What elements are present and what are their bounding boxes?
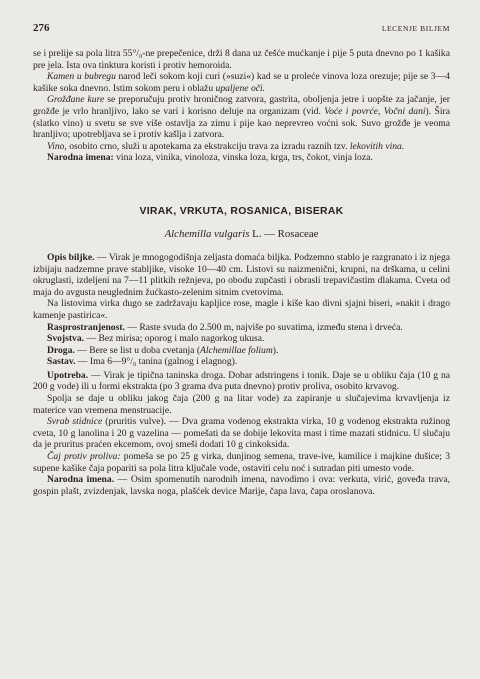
paragraph-folk-names-vine: Narodna imena: vina loza, vinika, vinoloza, vinska loza, krga, trs, čokot, vinja loza. — [47, 152, 373, 164]
plant-section — [33, 252, 450, 497]
paragraph-external-use: Spolja se daje u obliku jakog čaja (200 g na litar vode) za zapiranje u slučajevima krvavljenja iz materice van vremena menstruacije. — [33, 393, 450, 416]
page-number: 276 — [33, 22, 50, 34]
paragraph-grape-cure: Grožđane kure se preporučuju protiv hroničnog zatvora, gastrita, oboljenja jetre i uopšte za jačanje, jer grožđe je vrlo hranljivo, lako se vari i korisno deluje na organizam (vid. Voće i povrće, Vočni dani). Šira (slatko vino) u svetu se sve više ostavlja za zimu i pije kao neprevreo voćni sok. Suvo grožđe je veoma hranljivo; upotrebljava se i protiv kašlja i zatvora. — [33, 94, 450, 141]
intro-section — [33, 48, 450, 164]
paragraph-composition: Sastav. — Ima 6—9°/₀ tanina (galnog i elagnog). — [47, 356, 238, 368]
page-header — [33, 22, 450, 40]
paragraph-usage: Upotreba. — Virak je tipična taninska droga. Dobar adstringens i tonik. Daje se u obliku čaja (10 g na 200 g vode) ili u formi ekstrakta (po 3 grama dva puta dnevno) protiv proliva, osobito krvavog. — [33, 369, 450, 393]
paragraph-distribution: Rasprostranjenost. — Raste svuda do 2.500 m, najviše po suvatima, između stena i drveća. — [47, 321, 403, 333]
latin-name: Alchemilla vulgaris L. — Rosaceae — [164, 227, 319, 240]
running-head: LECENJE BILJEM — [381, 24, 450, 33]
paragraph-description: Opis biljke. — Virak je mnogogodišnja zeljasta domaća biljka. Podzemno stablo je razgranato i iz njega izbijaju nadzemne prave stabljike, visoke 10—40 cm. Listovi su naizmenični, krupni, na drškama, u celini okruglasti, izdeljeni na 7—11 plitkih režnjeva, po obodu zupčasti i obrasli trepavičastim dlakama. Cveta od maja do avgusta neuglednim žućkasto-zelenim sitnim cvetovima. — [33, 251, 450, 298]
paragraph-diarrhea-tea: Čaj protiv proliva: pomeša se po 25 g virka, dunjinog semena, trave-ive, kamilice i majkine dušice; 3 supene kašike čaja popariti sa pola litra ključale vode, ostaviti celu noć i sutradan piti umesto vode. — [33, 451, 450, 474]
paragraph-folk-names: Narodna imena. — Osim spomenutih narodnih imena, navodimo i ova: verkuta, virić, goveđa trava, gospin plašt, zvizdenjak, lavska noga, plašćek device Marije, čapa lava, čapa oroslanova. — [33, 474, 450, 497]
paragraph-drug: Droga. — Bere se list u doba cvetanja (Alchemillae folium). — [47, 344, 279, 356]
paragraph-pruritus: Svrab stidnice (pruritis vulve). — Dva grama vodenog ekstrakta virka, 10 g vodenog ekstrakta ružinog cveta, 10 g lanolina i 20 g vazelina — pomešati da se dobije lekovita mast i time mazati stidnicu. U slučaju da je pruritus praćen ekcemom, ovoj smeši dodati 10 g cinkoksida. — [33, 416, 451, 451]
paragraph-continuation: se i prelije sa pola litra 55°/₀-ne prepečenice, drži 8 dana uz češće mućkanje i pije 5 puta dnevno po 1 kašika pre jela. Ista ova tinktura koristi i protiv hemoroida. — [33, 48, 450, 71]
paragraph-properties: Svojstva. — Bez mirisa; oporog i malo nagorkog ukusa. — [47, 333, 265, 345]
paragraph-kidney-stones: Kamen u bubregu narod leči sokom koji curi (»suzi«) kad se u proleće vinova loza orezuje; pije se 3—4 kašike soka dnevno. Istim sokom peru i oblažu upaljene oči. — [33, 71, 450, 94]
section-title: VIRAK, VRKUTA, ROSANICA, BISERAK — [139, 205, 344, 217]
paragraph-dew-pearls: Na listovima virka dugo se zadržavaju kapljice rose, magle i kiše kao divni sjajni biseri, »nakit i drago kamenje pastirica«. — [33, 298, 450, 321]
paragraph-wine: Vino, osobito crno, služi u apotekama za ekstrakciju trava za izradu raznih tzv. lekovitih vina. — [47, 140, 405, 152]
